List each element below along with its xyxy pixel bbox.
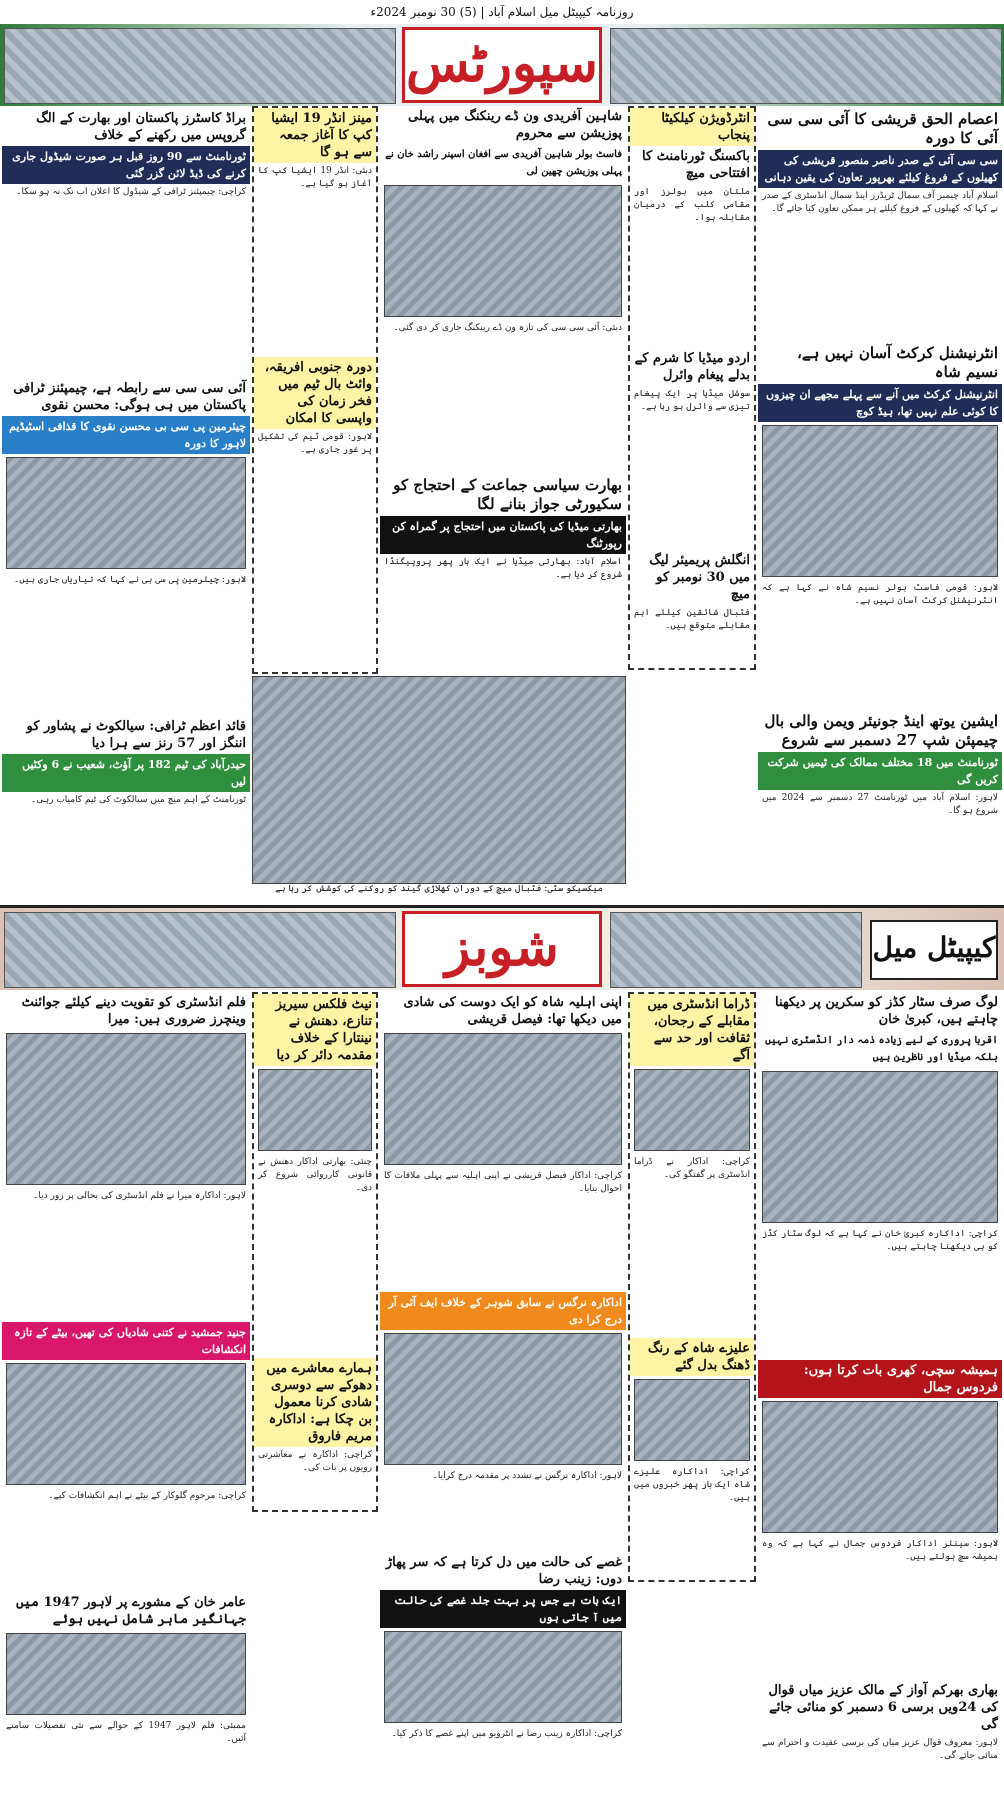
dhanush-nayanthara-photo: [258, 1069, 372, 1151]
article-body: چنئی: بھارتی اداکار دھنش نے قانونی کارروائی شروع کر دی۔: [258, 1157, 372, 1193]
sports-center: [380, 106, 626, 674]
headline: غصے کی حالت میں دل کرتا ہے کہ سر پھاڑ دوں: زینب رضا: [385, 1555, 622, 1587]
sports-main-photo-block: [252, 676, 626, 906]
masthead: روزنامہ کیپیٹل میل اسلام آباد | (5) 30 نومبر 2024ء: [370, 5, 634, 19]
photo-caption: میکسیکو سٹی: فٹبال میچ کے دوران کھلاڑی گیند کو روکنے کی کوشش کر رہا ہے: [275, 884, 603, 894]
article-body: کراچی: چیمپئنز ٹرافی کے شیڈول کا اعلان اب تک نہ ہو سکا۔: [16, 187, 246, 197]
headline: ہمیشہ سچی، کھری بات کرتا ہوں: فردوس جمال: [758, 1360, 1002, 1398]
naseem-shah-photo: [762, 425, 998, 577]
article-body: کراچی: اداکار نے ڈراما انڈسٹری پر گفتگو کی۔: [634, 1157, 750, 1180]
subheadline: بھارتی میڈیا کی پاکستان میں احتجاج پر گمراہ کن رپورٹنگ: [380, 516, 626, 554]
alizeh-shah-photo: [634, 1379, 750, 1461]
drama-photo: [634, 1069, 750, 1151]
article-body: ممبئی: فلم لاہور 1947 کے حوالے سے نئی تفصیلات سامنے آئیں۔: [6, 1721, 246, 1744]
subheadline: چیئرمین پی سی بی محسن نقوی کا قذافی اسٹیڈیم لاہور کا دورہ: [2, 416, 250, 454]
sports-col-5: [2, 108, 250, 904]
subheadline: سی سی آئی کے صدر ناصر منصور قریشی کی کھیلوں کے فروغ کیلئے بھرپور تعاون کی یقین دہانی: [758, 150, 1002, 188]
article-body: سوشل میڈیا پر ایک پیغام تیزی سے وائرل ہو رہا ہے۔: [634, 389, 750, 412]
headline: قائد اعظم ٹرافی: سیالکوٹ نے پشاور کو اننگز اور 57 رنز سے ہرا دیا: [26, 719, 246, 751]
article-body: لاہور: قومی فاسٹ بولر نسیم شاہ نے کہا ہے کہ انٹرنیشنل کرکٹ آسان نہیں ہے۔: [762, 583, 998, 606]
subheadline: ایک بات ہے جس پر بہت جلد غصے کی حالت میں آ جاتی ہوں: [380, 1590, 626, 1628]
subheadline: حیدرآباد کی ٹیم 182 پر آؤٹ، شعیب نے 6 وکٹیں لیں: [2, 754, 250, 792]
showbiz-banner-photo-left: [4, 912, 396, 988]
subheadline: فاسٹ بولر شاہین آفریدی سے افغان اسپنر راشد خان نے پہلی پوزیشن چھین لی: [385, 149, 622, 177]
article-body: لاہور: اسلام آباد میں ٹورنامنٹ 27 دسمبر سے 2024 میں شروع ہو گا۔: [762, 793, 998, 816]
showbiz-banner: [0, 908, 1004, 990]
article-body: لاہور: اداکارہ میرا نے فلم انڈسٹری کی بحالی پر زور دیا۔: [33, 1191, 246, 1201]
sports-banner: [0, 24, 1004, 106]
sports-col-4: [252, 106, 378, 674]
sports-banner-photo-left: [4, 28, 396, 104]
headline: بھارت سیاسی جماعت کے احتجاج کو سکیورٹی جواز بنانے لگا: [393, 476, 622, 513]
shaheen-afridi-photo: [384, 185, 622, 317]
headline: اپنی اہلیہ شاہ کو ایک دوست کی شادی میں دیکھا تھا: فیصل قریشی: [403, 995, 622, 1027]
article-body: کراچی: اداکارہ نے معاشرتی رویوں پر بات کی۔: [258, 1450, 372, 1473]
headline: براڈ کاسٹرز پاکستان اور بھارت کے الگ گروپس میں رکھنے کے خلاف: [36, 111, 246, 143]
article-body: اسلام آباد: بھارتی میڈیا نے ایک بار پھر پروپیگنڈا شروع کر دیا ہے۔: [384, 557, 622, 580]
headline: مینز انڈر 19 ایشیا کپ کا آغاز جمعہ سے ہو گا: [254, 108, 376, 163]
sports-col-1: [758, 108, 1002, 904]
article-body: لاہور: سینئر اداکار فردوس جمال نے کہا ہے کہ وہ ہمیشہ سچ بولتے ہیں۔: [762, 1539, 998, 1562]
article-body: کراچی: اداکارہ علیزے شاہ ایک بار پھر خبروں میں ہیں۔: [634, 1467, 750, 1503]
firdous-jamal-photo: [762, 1401, 998, 1533]
aamir-khan-photo: [6, 1633, 246, 1715]
subheadline: ٹورنامنٹ میں 18 مختلف ممالک کی ٹیمیں شرکت کریں گی: [758, 752, 1002, 790]
spacer: [758, 610, 1002, 710]
headline: انٹرڈویژن کیلکیٹا پنجاب: [630, 108, 754, 146]
showbiz-center: [380, 992, 626, 1798]
article-body: لاہور: قومی ٹیم کی تشکیل پر غور جاری ہے۔: [258, 432, 372, 455]
article-body: لاہور: معروف قوال عزیز میاں کی برسی عقیدت و احترام سے منائی جائے گی۔: [762, 1738, 998, 1761]
showbiz-col-1: [758, 992, 1002, 1798]
junaid-jamshed-photo: [6, 1363, 246, 1485]
headline: دورہ جنوبی افریقہ، وائٹ بال ٹیم میں فخر زمان کی واپسی کا امکان: [254, 357, 376, 429]
headline: اردو میڈیا کا شرم کے بدلے پیغام وائرل: [634, 351, 750, 383]
headline: انٹرنیشنل کرکٹ آسان نہیں ہے، نسیم شاہ: [797, 344, 998, 381]
subheadline: انٹرنیشنل کرکٹ میں آنے سے پہلے مجھے ان چیزوں کا کوئی علم نہیں تھا، ہیڈ کوچ: [758, 384, 1002, 422]
meera-photo: [6, 1033, 246, 1185]
headline: آئی سی سی سے رابطہ ہے، چیمپئنز ٹرافی پاکستان میں ہی ہوگی: محسن نقوی: [13, 381, 246, 413]
headline: اعصام الحق قریشی کا آئی سی سی آئی کا دورہ: [767, 110, 998, 147]
headline: لوگ صرف سٹار کڈز کو سکرین پر دیکھنا چاہتے ہیں، کبریٰ خان: [775, 995, 998, 1027]
subheadline: باکسنگ ٹورنامنٹ کا افتتاحی میچ: [642, 149, 750, 181]
headline: ڈراما انڈسٹری میں مقابلے کے رجحان، ثقافت اور حد سے آگے: [630, 994, 754, 1066]
headline: شاہین آفریدی ون ڈے رینکنگ میں پہلی پوزیشن سے محروم: [407, 109, 622, 141]
kubra-khan-photo: [762, 1071, 998, 1223]
showbiz-col-4: [252, 992, 378, 1512]
newspaper-logo: کیپیٹل میل: [870, 920, 998, 980]
headline: ایشین یوتھ اینڈ جونیئر ویمن والی بال چیمپئن شپ 27 دسمبر سے شروع: [764, 712, 998, 749]
headline: نیٹ فلکس سیریز تنازع، دھنش نے نینتارا کے خلاف مقدمہ دائر کر دیا: [254, 994, 376, 1066]
article-body: کراچی: اداکار فیصل قریشی نے اپنی اہلیہ سے پہلی ملاقات کا احوال بتایا۔: [384, 1171, 622, 1194]
subheadline: اقربا پروری کے لیے زیادہ ذمہ دار انڈسٹری نہیں بلکہ میڈیا اور ناظرین ہیں: [765, 1035, 998, 1063]
article-body: کراچی: مرحوم گلوکار کے بیٹے نے اہم انکشافات کیے۔: [48, 1491, 246, 1501]
sports-col-2: [628, 106, 756, 670]
article-body: کراچی: اداکارہ زینب رضا نے انٹرویو میں اپنے غصے کا ذکر کیا۔: [391, 1729, 622, 1739]
headline: علیزے شاہ کے رنگ ڈھنگ بدل گئے: [630, 1338, 754, 1376]
sports-section-title: سپورٹس: [402, 27, 602, 103]
headline: انگلش پریمیئر لیگ میں 30 نومبر کو میچ: [649, 553, 750, 602]
article-body: ملتان میں بولرز اور مقامی کلب کے درمیان مقابلہ ہوا۔: [634, 187, 750, 223]
zainab-raza-photo: [384, 1631, 622, 1723]
sports-banner-photo-right: [610, 28, 1002, 104]
article-body: فٹبال شائقین کیلئے اہم مقابلے متوقع ہیں۔: [634, 608, 750, 631]
article-body: دبئی: آئی سی سی کی تازہ ون ڈے رینکنگ جاری کر دی گئی۔: [393, 323, 622, 333]
showbiz-col-5: [2, 992, 250, 1798]
subheadline: ٹورنامنٹ سے 90 روز قبل ہر صورت شیڈول جاری کرنے کی ڈیڈ لائن گزر گئی: [2, 146, 250, 184]
article-body: اسلام آباد چیمبر آف سمال ٹریڈرز اینڈ سمال انڈسٹری کے صدر نے کہا کہ کھیلوں کے فروغ کیلئے ہر ممکن تعاون کیا جائے گا۔: [762, 191, 998, 214]
headline: اداکارہ نرگس نے سابق شوہر کے خلاف ایف آئی آر درج کرا دی: [380, 1292, 626, 1330]
article-body: دبئی: انڈر 19 ایشیا کپ کا آغاز ہو گیا ہے۔: [258, 166, 372, 189]
mohsin-naqvi-photo: [6, 457, 246, 569]
article-body: کراچی: اداکارہ کبریٰ خان نے کہا ہے کہ لوگ سٹار کڈز کو ہی دیکھنا چاہتے ہیں۔: [762, 1229, 998, 1252]
article-body: لاہور: چیئرمین پی سی بی نے کہا کہ تیاریاں جاری ہیں۔: [13, 575, 246, 585]
nargis-photo: [384, 1333, 622, 1465]
headline: ہمارے معاشرے میں دھوکے سے دوسری شادی کرنا معمول بن چکا ہے: اداکارہ مریم فاروق: [254, 1358, 376, 1447]
headline: بھاری بھرکم آواز کے مالک عزیز میاں قوال کی 24ویں برسی 6 دسمبر کو منائی جائے گی: [768, 1683, 998, 1732]
headline: عامر خان کے مشورے پر لاہور 1947 میں جہانگیر ماہر شامل نہیں ہوئے: [16, 1595, 246, 1627]
showbiz-col-2: [628, 992, 756, 1582]
headline: جنید جمشید نے کتنی شادیاں کی تھیں، بیٹے کے تازہ انکشافات: [2, 1322, 250, 1360]
article-body: لاہور: اداکارہ نرگس نے تشدد پر مقدمہ درج کرایا۔: [432, 1471, 622, 1481]
article-body-filler: [758, 218, 1002, 342]
football-match-photo: [252, 676, 626, 884]
faysal-qureshi-photo: [384, 1033, 622, 1165]
headline: فلم انڈسٹری کو تقویت دینے کیلئے جوائنٹ وینچرز ضروری ہیں: میرا: [21, 995, 246, 1027]
showbiz-section-title: شوبز: [402, 911, 602, 987]
showbiz-banner-photo-right: [610, 912, 862, 988]
article-body: ٹورنامنٹ کے اہم میچ میں سیالکوٹ کی ٹیم کامیاب رہی۔: [31, 795, 246, 805]
